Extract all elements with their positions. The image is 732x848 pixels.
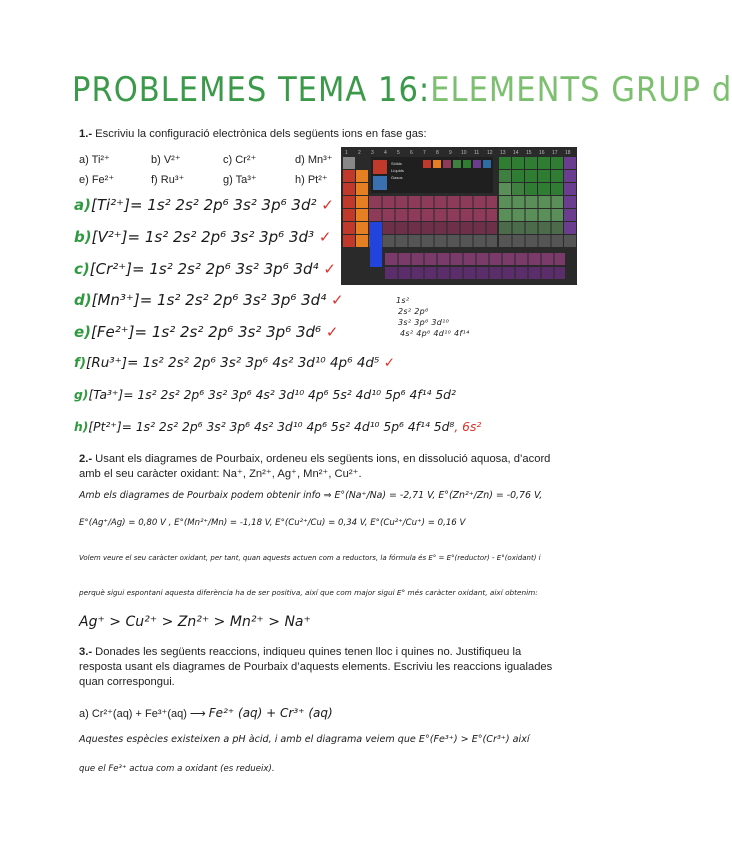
check-mark: ✓ — [323, 260, 336, 278]
q1-answer-g — [74, 388, 456, 402]
answer-label: e) — [74, 323, 92, 341]
svg-text:Gasos: Gasos — [391, 175, 403, 180]
q1-answer-d — [74, 291, 344, 309]
answer-label: a) — [74, 196, 91, 214]
q3-handwritten-line-2: que el Fe³⁺ actua com a oxidant (es redueix). — [79, 764, 275, 774]
q3-handwritten-line-1: Aquestes espècies existeixen a pH àcid, i amb el diagrama veiem que E°(Fe³⁺) > E°(Cr³⁺) així — [79, 734, 530, 745]
q1-option: c) Cr²⁺ — [223, 154, 257, 166]
answer-ion: [Fe²⁺] — [91, 323, 135, 341]
answer-config: = 1s² 2s² 2p⁶ 3s² 3p⁶ 3d⁴ — [132, 260, 319, 278]
q1-options-row-2 — [79, 170, 379, 188]
q3-item-a-reactants: a) Cr²⁺(aq) + Fe³⁺(aq) ⟶ — [79, 708, 206, 720]
periodic-table-graphic — [341, 147, 577, 285]
answer-ion: [Ru³⁺] — [86, 355, 128, 371]
q3-text: Donades les següents reaccions, indiqueu quines tenen lloc i quines no. Justifiqueu la resposta usant els diagrames de Pourbaix d’aquests elements. Escriviu les reaccions igualades quan correspongui. — [79, 646, 553, 688]
answer-config: = 1s² 2s² 2p⁶ 3s² 3p⁶ 3d⁴ — [139, 291, 327, 309]
group-number: 12 — [487, 150, 493, 156]
group-number: 5 — [397, 150, 400, 156]
svg-text:Sòlids: Sòlids — [391, 161, 402, 166]
page-title — [72, 70, 732, 110]
q1-number: 1.- — [79, 128, 93, 140]
q2-text: Usant els diagrames de Pourbaix, ordeneu els següents ions, en dissolució aquosa, d’acord amb el seu caràcter oxidant: Na⁺, Zn²⁺, Ag⁺, Mn²⁺, Cu²⁺. — [79, 453, 551, 480]
group-number: 9 — [449, 150, 452, 156]
q1-option: f) Ru³⁺ — [151, 174, 185, 186]
answer-ion: [Pt²⁺] — [88, 420, 122, 434]
q2-statement — [79, 452, 573, 482]
q1-option: b) V²⁺ — [151, 154, 181, 166]
q1-text: Escriviu la configuració electrònica dels següents ions en fase gas: — [95, 128, 427, 140]
group-number: 15 — [526, 150, 532, 156]
answer-label: b) — [74, 228, 92, 246]
answer-config: = 1s² 2s² 2p⁶ 3s² 3p⁶ 4s² 3d¹⁰ 4p⁶ 4d⁵ — [127, 355, 380, 371]
answer-label: g) — [74, 388, 89, 402]
group-number: 11 — [474, 150, 480, 156]
answer-ion: [Mn³⁺] — [91, 291, 140, 309]
q2-handwritten-line-1: Amb els diagrames de Pourbaix podem obtenir info ⇒ E°(Na⁺/Na) = -2,71 V, E°(Zn²⁺/Zn) = -0,76 V, — [79, 490, 543, 501]
group-number: 17 — [552, 150, 558, 156]
group-number: 14 — [513, 150, 519, 156]
q2-handwritten-line-2: E°(Ag⁺/Ag) = 0,80 V , E°(Mn²⁺/Mn) = -1,18 V, E°(Cu²⁺/Cu) = 0,34 V, E°(Cu²⁺/Cu⁺) = 0,16 V — [79, 518, 466, 528]
answer-ion: [Ta³⁺] — [88, 388, 124, 402]
svg-text:Líquids: Líquids — [391, 168, 404, 173]
q1-option: h) Pt²⁺ — [295, 174, 328, 186]
q1-answer-b — [74, 228, 331, 246]
q1-answer-c — [74, 260, 336, 278]
group-number: 10 — [461, 150, 467, 156]
answer-label: h) — [74, 420, 89, 434]
q2-handwritten-line-3: Volem veure el seu caràcter oxidant, per tant, quan aquests actuen com a reductors, la fórmula és E° = E°(reductor) - E°(oxidant) i — [79, 554, 541, 562]
group-number: 2 — [358, 150, 361, 156]
q1-statement — [79, 127, 429, 142]
q1-answer-f — [74, 355, 395, 371]
q2-handwritten-line-4: perquè sigui espontani aquesta diferència ha de ser positiva, així que com major sigui E° més caràcter oxidant, així obtenim: — [79, 588, 538, 597]
check-mark: ✓ — [318, 228, 332, 246]
answer-config: = 1s² 2s² 2p⁶ 3s² 3p⁶ 4s² 3d¹⁰ 4p⁶ 5s² 4d¹⁰ 5p⁶ 4f¹⁴ 5d² — [123, 388, 456, 402]
title-part-1: PROBLEMES TEMA 16: — [72, 70, 431, 110]
q3-statement — [79, 645, 567, 690]
group-number: 16 — [539, 150, 545, 156]
scribble-line: 2s² 2p⁶ — [398, 307, 429, 316]
q3-item-a-products: Fe²⁺ (aq) + Cr³⁺ (aq) — [208, 706, 333, 720]
answer-config: = 1s² 2s² 2p⁶ 3s² 3p⁶ 4s² 3d¹⁰ 4p⁶ 5s² 4d¹⁰ 5p⁶ 4f¹⁴ 5d⁸ — [121, 420, 455, 434]
answer-label: c) — [74, 260, 90, 278]
correction-mark: , 6s² — [454, 420, 482, 434]
group-number: 18 — [565, 150, 571, 156]
check-mark: ✓ — [331, 291, 344, 309]
q1-option: g) Ta³⁺ — [223, 174, 257, 186]
q1-option: d) Mn³⁺ — [295, 154, 333, 166]
q1-option: e) Fe²⁺ — [79, 174, 115, 186]
answer-label: d) — [74, 291, 92, 309]
group-number: 6 — [410, 150, 413, 156]
group-number: 8 — [436, 150, 439, 156]
scribble-line: 4s² 4p⁶ 4d¹⁰ 4f¹⁴ — [400, 329, 470, 338]
answer-config: = 1s² 2s² 2p⁶ 3s² 3p⁶ 3d² — [129, 196, 317, 214]
scribble-line: 3s² 3p⁶ 3d¹⁰ — [398, 318, 450, 327]
answer-label: f) — [74, 355, 87, 371]
group-number: 3 — [371, 150, 374, 156]
check-mark: ✓ — [325, 323, 339, 341]
q1-options-row-1 — [79, 150, 379, 168]
q1-option: a) Ti²⁺ — [79, 154, 110, 166]
q3-number: 3.- — [79, 646, 93, 658]
q3-item-a — [79, 706, 333, 720]
periodic-table-image — [341, 147, 577, 285]
answer-config: = 1s² 2s² 2p⁶ 3s² 3p⁶ 3d³ — [127, 228, 315, 246]
q1-answer-h — [74, 420, 481, 434]
answer-ion: [Ti²⁺] — [90, 196, 130, 214]
answer-config: = 1s² 2s² 2p⁶ 3s² 3p⁶ 3d⁶ — [134, 323, 322, 341]
group-number: 1 — [345, 150, 348, 156]
answer-ion: [V²⁺] — [91, 228, 128, 246]
answer-ion: [Cr²⁺] — [89, 260, 133, 278]
q1-answer-e — [74, 323, 338, 341]
group-number: 4 — [384, 150, 387, 156]
scribble-line: 1s² — [396, 296, 410, 305]
check-mark: ✓ — [321, 196, 334, 214]
title-part-2: ELEMENTS GRUP d — [430, 70, 732, 110]
q1-answer-a — [74, 196, 334, 214]
q2-number: 2.- — [79, 453, 93, 465]
group-number: 13 — [500, 150, 506, 156]
group-number: 7 — [423, 150, 426, 156]
q2-oxidant-order: Ag⁺ > Cu²⁺ > Zn²⁺ > Mn²⁺ > Na⁺ — [79, 614, 311, 630]
check-mark: ✓ — [383, 355, 396, 371]
orbital-filling-scribble — [396, 295, 469, 339]
